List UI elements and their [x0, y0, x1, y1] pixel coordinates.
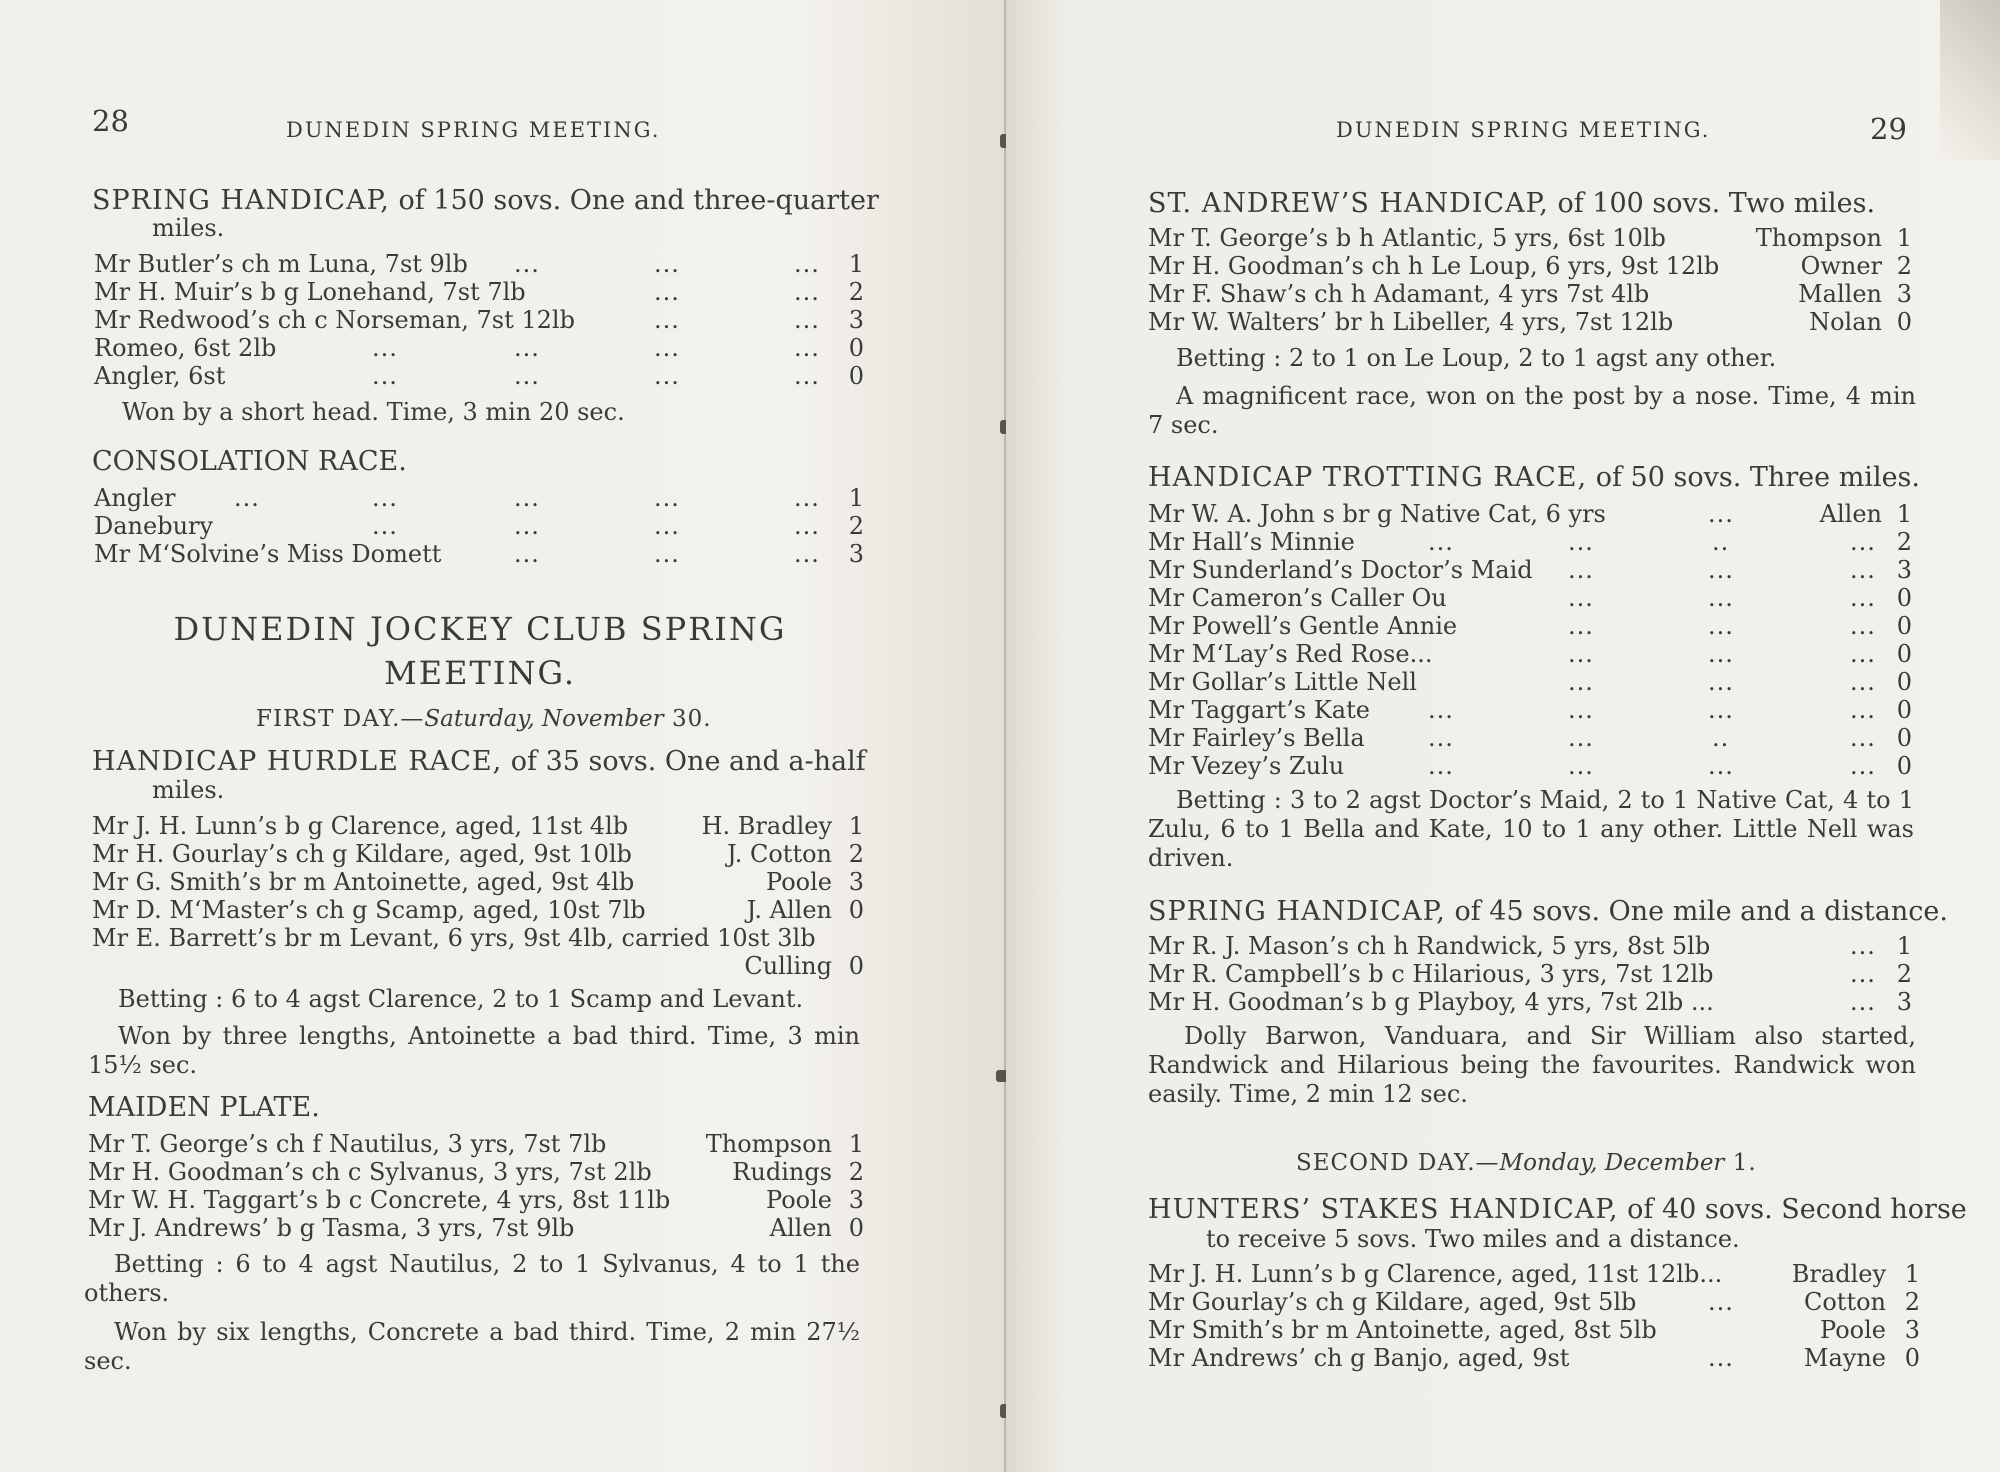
race-entry: Mr R. Campbell’s b c Hilarious, 3 yrs, 7st 12lb ... 2: [1148, 960, 1912, 988]
race-heading: HUNTERS’ STAKES HANDICAP, of 40 sovs. Second horse: [1148, 1194, 1967, 1225]
race-entry: Mr Smith’s br m Antoinette, aged, 8st 5lb Poole 3: [1148, 1316, 1920, 1344]
race-heading: MAIDEN PLATE.: [88, 1092, 320, 1123]
running-head: DUNEDIN SPRING MEETING.: [1336, 118, 1711, 142]
race-entry: Mr R. J. Mason’s ch h Randwick, 5 yrs, 8st 5lb ... 1: [1148, 932, 1912, 960]
race-entry: Mr Gourlay’s ch g Kildare, aged, 9st 5lb ... Cotton 2: [1148, 1288, 1920, 1316]
race-entry: Mr Gollar’s Little Nell ... ... ... 0: [1148, 668, 1912, 696]
page-number: 29: [1870, 112, 1907, 146]
race-entry: Mr M‘Solvine’s Miss Domett ... ... ... 3: [94, 540, 864, 568]
race-entry: Mr W. H. Taggart’s b c Concrete, 4 yrs, 8st 11lb Poole 3: [88, 1186, 864, 1214]
race-entry: Mr H. Goodman’s b g Playboy, 4 yrs, 7st 2lb ... ... 3: [1148, 988, 1912, 1016]
heading-continuation: to receive 5 sovs. Two miles and a distance.: [1206, 1225, 1740, 1253]
race-result: Won by three lengths, Antoinette a bad third. Time, 3 min 15½ sec.: [88, 1022, 860, 1079]
race-entry: Mr Vezey’s Zulu ... ... ... ... 0: [1148, 752, 1912, 780]
day-heading: FIRST DAY.—Saturday, November 30.: [256, 706, 712, 732]
race-result: Won by six lengths, Concrete a bad third. Time, 2 min 27½ sec.: [84, 1318, 860, 1375]
race-entry: Mr Hall’s Minnie ... ... .. ... 2: [1148, 528, 1912, 556]
race-entry: Mr H. Goodman’s ch c Sylvanus, 3 yrs, 7st 2lb Rudings 2: [88, 1158, 864, 1186]
race-heading: SPRING HANDICAP, of 150 sovs. One and three-quarter: [92, 185, 879, 216]
page-number: 28: [92, 104, 129, 138]
race-entry: Mr T. George’s b h Atlantic, 5 yrs, 6st 10lb Thompson 1: [1148, 224, 1912, 252]
race-entry: Mr W. Walters’ br h Libeller, 4 yrs, 7st 12lb Nolan 0: [1148, 308, 1912, 336]
race-entry: Mr Andrews’ ch g Banjo, aged, 9st ... Mayne 0: [1148, 1344, 1920, 1372]
heading-continuation: miles.: [152, 776, 225, 804]
betting-line: Betting : 2 to 1 on Le Loup, 2 to 1 agst any other.: [1176, 344, 1777, 372]
race-entry: Mr G. Smith’s br m Antoinette, aged, 9st 4lb Poole 3: [92, 868, 864, 896]
right-page: [1006, 0, 2000, 1472]
race-entry: Danebury ... ... ... ... 2: [94, 512, 864, 540]
meeting-title-continued: MEETING.: [383, 654, 577, 692]
race-entry: Mr H. Muir’s b g Lonehand, 7st 7lb ... ... 2: [94, 278, 864, 306]
race-entry: Mr J. H. Lunn’s b g Clarence, aged, 11st 4lb H. Bradley 1: [92, 812, 864, 840]
heading-continuation: miles.: [152, 214, 225, 242]
race-heading: HANDICAP HURDLE RACE, of 35 sovs. One and a-half: [92, 746, 866, 777]
race-entry: Mr M‘Lay’s Red Rose... ... ... ... 0: [1148, 640, 1912, 668]
race-result: A magnificent race, won on the post by a nose. Time, 4 min 7 sec.: [1148, 382, 1916, 439]
race-entry: Mr Powell’s Gentle Annie ... ... ... 0: [1148, 612, 1912, 640]
race-note: Dolly Barwon, Vanduara, and Sir William also started, Randwick and Hilarious being the favourites. Randwick won easily. Time, 2 min 12 sec.: [1148, 1022, 1916, 1108]
race-entry: Mr H. Gourlay’s ch g Kildare, aged, 9st 10lb J. Cotton 2: [92, 840, 864, 868]
page-corner-shadow: [1940, 0, 2000, 160]
betting-line: Betting : 6 to 4 agst Nautilus, 2 to 1 Sylvanus, 4 to 1 the others.: [84, 1250, 860, 1307]
race-entry: Mr Sunderland’s Doctor’s Maid ... ... ... 3: [1148, 556, 1912, 584]
race-entry: Mr Redwood’s ch c Norseman, 7st 12lb ... ... 3: [94, 306, 864, 334]
race-entry: Mr F. Shaw’s ch h Adamant, 4 yrs 7st 4lb Mallen 3: [1148, 280, 1912, 308]
race-entry: Mr Butler’s ch m Luna, 7st 9lb ... ... ... 1: [94, 250, 864, 278]
running-head: DUNEDIN SPRING MEETING.: [286, 118, 661, 142]
race-entry: Mr Cameron’s Caller Ou ... ... ... 0: [1148, 584, 1912, 612]
race-heading: CONSOLATION RACE.: [92, 446, 407, 477]
race-entry: Mr Taggart’s Kate ... ... ... ... 0: [1148, 696, 1912, 724]
race-heading: ST. ANDREW’S HANDICAP, of 100 sovs. Two miles.: [1148, 188, 1876, 219]
race-result: Won by a short head. Time, 3 min 20 sec.: [122, 398, 625, 426]
race-heading: HANDICAP TROTTING RACE, of 50 sovs. Three miles.: [1148, 462, 1920, 493]
betting-line: Betting : 6 to 4 agst Clarence, 2 to 1 Scamp and Levant.: [118, 985, 804, 1013]
race-entry: Mr H. Goodman’s ch h Le Loup, 6 yrs, 9st 12lb Owner 2: [1148, 252, 1912, 280]
race-heading: SPRING HANDICAP, of 45 sovs. One mile and a distance.: [1148, 896, 1948, 927]
race-entry: Mr D. M‘Master’s ch g Scamp, aged, 10st 7lb J. Allen 0: [92, 896, 864, 924]
race-entry: Mr J. Andrews’ b g Tasma, 3 yrs, 7st 9lb Allen 0: [88, 1214, 864, 1242]
race-entry: Mr Fairley’s Bella ... ... .. ... 0: [1148, 724, 1912, 752]
meeting-title: DUNEDIN JOCKEY CLUB SPRING: [173, 610, 787, 648]
betting-line: Betting : 3 to 2 agst Doctor’s Maid, 2 to 1 Native Cat, 4 to 1 Zulu, 6 to 1 Bella and Kate, 10 to 1 any other. Little Nell was driven.: [1148, 786, 1914, 872]
race-entry: Mr T. George’s ch f Nautilus, 3 yrs, 7st 7lb Thompson 1: [88, 1130, 864, 1158]
race-entry: Angler ... ... ... ... ... 1: [94, 484, 864, 512]
race-entry: Mr W. A. John s br g Native Cat, 6 yrs ... Allen 1: [1148, 500, 1912, 528]
race-entry: Mr E. Barrett’s br m Levant, 6 yrs, 9st 4lb, carried 10st 3lb Culling 0: [92, 924, 864, 980]
race-entry: Angler, 6st ... ... ... ... 0: [94, 362, 864, 390]
race-entry: Mr J. H. Lunn’s b g Clarence, aged, 11st 12lb... Bradley 1: [1148, 1260, 1920, 1288]
race-entry: Romeo, 6st 2lb ... ... ... ... 0: [94, 334, 864, 362]
day-heading: SECOND DAY.—Monday, December 1.: [1296, 1150, 1757, 1176]
